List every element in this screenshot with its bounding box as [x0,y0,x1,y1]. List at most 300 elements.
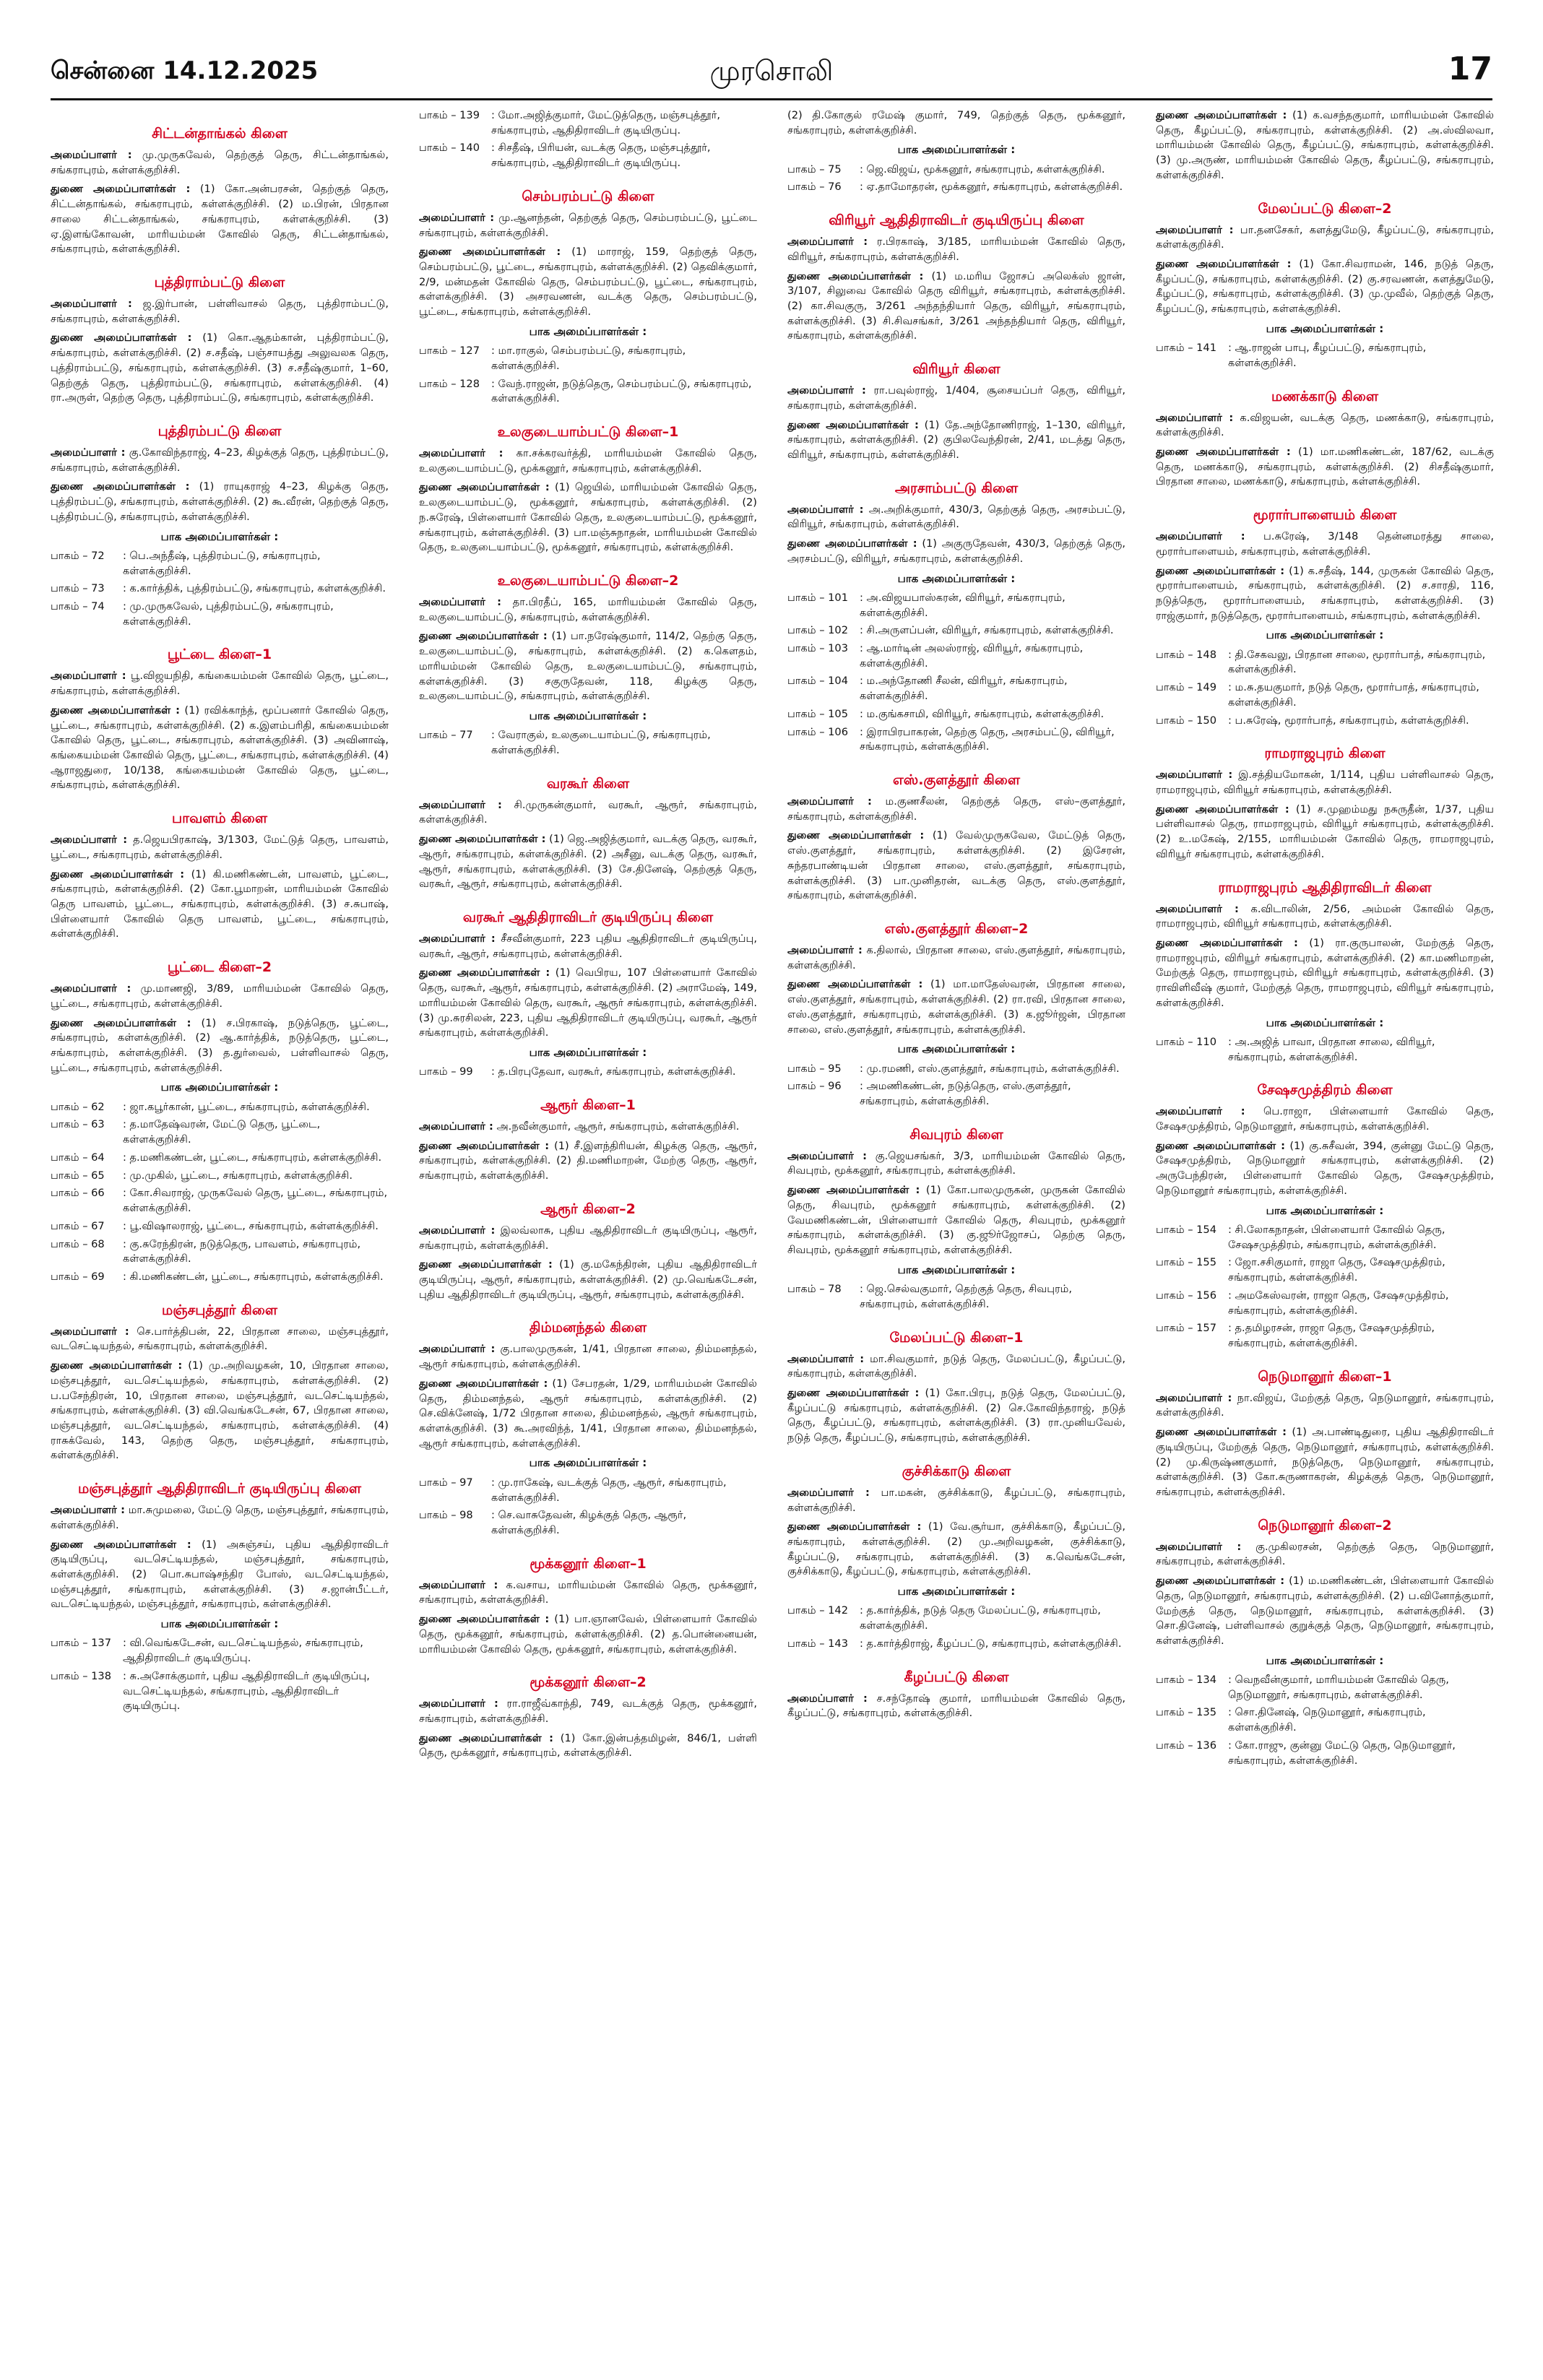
section-row [1156,680,1494,710]
deputy-label: துணை அமைப்பாளர்கள் : [51,480,190,493]
section-organizers-heading: பாக அமைப்பாளர்கள் : [160,1617,279,1631]
section-number: பாகம் – 102 [787,624,848,637]
branch-heading: உலகுடையாம்பட்டு கிளை–2 [497,573,679,589]
entry-text: (1) மாராஜ், 159, தெற்குத் தெரு, செம்பரம்பட்டு, பூட்டை, சங்கராபுரம், கள்ளக்குறிச்சி. (2) தெவிக்குமார், 2/9, மன்மதன் கோவில் தெரு, செம்பரம்பட்டு, பூட்டை, சங்கராபுரம், கள்ளக்குறிச்சி. (3) அசரவணன், வடக்கு தெரு, செம்பரம்பட்டு, பூட்டை, சங்கராபுரம், கள்ளக்குறிச்சி. [419,246,757,319]
section-organizer: : ஆ.மார்டின் அலஸ்ராஜ், விரியூர், சங்கராபுரம், கள்ளக்குறிச்சி. [860,642,1084,670]
organizer-entry [1156,902,1494,932]
entry-text: மா.சிவகுமார், நடுத் தெரு, மேலப்பட்டு, கீழப்பட்டு, சங்கராபுரம், கள்ளக்குறிச்சி. [787,1352,1125,1380]
section-row [1156,1035,1494,1065]
organizer-entry [787,235,1125,264]
entry-text: மு.ஆனந்தன், தெற்குத் தெரு, செம்பரம்பட்டு, பூட்டை சங்கராபுரம், கள்ளக்குறிச்சி. [419,211,757,239]
organizer-label: அமைப்பாளர் : [787,795,872,808]
section-organizer: : மு.ராகேஷ், வடக்குத் தெரு, ஆரூர், சங்கராபுரம், கள்ளக்குறிச்சி. [491,1476,727,1504]
section-number: பாகம் – 74 [51,600,105,613]
section-row [787,1062,1125,1077]
section-number: பாகம் – 101 [787,591,848,604]
section-row [51,1117,389,1147]
section-organizer: : அமணிகண்டன், நடுத்தெரு, எஸ்.குளத்தூர், சங்கராபுரம், கள்ளக்குறிச்சி. [860,1080,1071,1108]
section-number: பாகம் – 141 [1156,342,1216,355]
section-number: பாகம் – 69 [51,1270,105,1283]
deputy-organizers-entry [787,418,1125,463]
section-organizers-heading: பாக அமைப்பாளர்கள் : [529,1046,647,1060]
section-number: பாகம் – 68 [51,1237,105,1250]
section-row [787,674,1125,704]
branch-heading: மணக்காடு கிளை [1271,388,1378,404]
branch-heading: மஞ்சபுத்தூர் கிளை [162,1302,277,1318]
entry-text: (1) க.வசந்தகுமார், மாரியம்மன் கோவில் தெரு, கீழப்பட்டு, சங்கராபுரம், கள்ளக்குறிச்சி. (2) அ.ஸ்விலவா, மாரியம்மன் கோவில் தெரு, கீழப்பட்டு, சங்கராபுரம், கள்ளக்குறிச்சி. (3) மு.அருண், மாரியம்மன் கோவில் தெரு, கீழப்பட்டு, சங்கராபுரம், கள்ளக்குறிச்சி. [1156,109,1494,181]
entry-text: (1) அகுருதேவன், 430/3, தெற்குத் தெரு, அரசம்பட்டு, விரியூர், சங்கராபுரம், கள்ளக்குறிச்சி. [787,537,1125,565]
organizer-label: அமைப்பாளர் : [419,1578,498,1591]
section-number: பாகம் – 63 [51,1118,105,1131]
section-organizer: : சு.அசோக்குமார், புதிய ஆதிதிராவிடர் குடியிருப்பு, வடசெட்டியந்தல், சங்கராபுரம், ஆதிதிராவிடர் குடியிருப்பு. [123,1669,370,1713]
section-row [787,163,1125,178]
section-row [419,108,757,138]
section-organizer: : ஜோ.சசிகுமார், ராஜா தெரு, சேஷசமுத்திரம், சங்கராபுரம், கள்ளக்குறிச்சி. [1228,1256,1445,1284]
section-organizer: : த.மணிகண்டன், பூட்டை, சங்கராபுரம், கள்ளக்குறிச்சி. [123,1151,382,1164]
entry-text: (1) கி.மணிகண்டன், பாவளம், பூட்டை, சங்கராபுரம், கள்ளக்குறிச்சி. (2) கோ.பூமாறன், மாரியம்மன் கோவில் தெரு பாவளம், பூட்டை, சங்கராபுரம், கள்ளக்குறிச்சி. (3) ச.சுபாஷ், பிள்ளையார் கோவில் தெரு பாவளம், பூட்டை, சங்கராபுரம், கள்ளக்குறிச்சி. [51,867,389,940]
column-3 [787,108,1125,2355]
entry-text: (1) ம.மணிகண்டன், பிள்ளையார் கோவில் தெரு, நெடுமானூர், சங்கராபுரம், கள்ளக்குறிச்சி. (2) ப.வினோத்குமார், மேற்குத் தெரு, நெடுமானூர், சங்கராபுரம், கள்ளக்குறிச்சி. (3) சொ.தினேஷ், பள்ளிவாசல் குறுக்குத் தெரு, நெடுமானூர், சங்கராபுரம், கள்ளக்குறிச்சி. [1156,1575,1494,1647]
section-row [787,725,1125,755]
section-row [1156,1255,1494,1285]
deputy-organizers-entry [419,1612,757,1657]
organizer-label: அமைப்பாளர் : [419,932,496,945]
branch-heading: விரியூர் கிளை [912,361,1000,378]
section-organizer: : க.கார்த்திக், புத்திரம்பட்டு, சங்கராபுரம், கள்ளக்குறிச்சி. [123,582,386,595]
branch-heading: திம்மனந்தல் கிளை [529,1320,647,1336]
branch-heading: எஸ்.குளத்தூர் கிளை [892,772,1020,789]
entry-text: க.திலால், பிரதான சாலை, எஸ்.குளத்தூர், சங்கராபுரம், கள்ளக்குறிச்சி. [787,944,1125,972]
section-row [1156,1223,1494,1252]
section-organizers-heading: பாக அமைப்பாளர்கள் : [897,143,1016,157]
section-number: பாகம் – 148 [1156,648,1216,661]
deputy-label: துணை அமைப்பாளர்கள் : [1156,258,1292,270]
entry-text: (1) க.சதீஷ், 144, முருகன் கோவில் தெரு, மூரார்பாளையம், சங்கராபுரம், கள்ளக்குறிச்சி. (2) ச.சாரதி, 116, நடுத்தெரு, மூரார்பாளையம், சங்கராபுரம், கள்ளக்குறிச்சி. (3) ராஜ்குமார், நடுத்தெரு, மூரார்பாளையம், சங்கராபுரம், கள்ளக்குறிச்சி. [1156,564,1494,622]
section-row [419,728,757,758]
branch-heading: பூட்டை கிளை–1 [167,646,272,663]
branch-heading: ஆரூர் கிளை–1 [540,1097,636,1114]
section-organizer: : அ.அஜித் பாவா, பிரதான சாலை, விரியூர், சங்கராபுரம், கள்ளக்குறிச்சி. [1228,1035,1435,1063]
branch-heading: சிவபுரம் கிளை [909,1126,1003,1143]
organizer-label: அமைப்பாளர் : [787,1149,867,1162]
section-row [51,581,389,597]
deputy-label: துணை அமைப்பாளர்கள் : [1156,1575,1285,1588]
branch-heading: சிட்டன்தாங்கல் கிளை [152,126,288,142]
edition-date: சென்னை 14.12.2025 [51,56,319,85]
section-organizer: : சொ.தினேஷ், நெடுமானூர், சங்கராபுரம், கள்ளக்குறிச்சி. [1228,1706,1426,1734]
section-organizers-heading: பாக அமைப்பாளர்கள் : [529,1456,647,1470]
section-organizer: : ப.சுரேஷ், மூரார்பாத், சங்கராபுரம், கள்ளக்குறிச்சி. [1228,714,1469,727]
organizer-entry [419,798,757,828]
organizer-entry [419,1697,757,1726]
section-row [787,180,1125,195]
section-number: பாகம் – 73 [51,582,105,595]
organizer-entry [51,297,389,326]
organizer-label: அமைப்பாளர் : [1156,411,1234,424]
section-row [1156,1321,1494,1351]
organizer-entry [1156,223,1494,253]
organizer-entry [787,1486,1125,1515]
entry-text: க.விஜயன், வடக்கு தெரு, மணக்காடு, சங்கராபுரம், கள்ளக்குறிச்சி. [1156,411,1494,439]
organizer-label: அமைப்பாளர் : [419,447,503,460]
organizer-entry [787,1692,1125,1721]
organizer-entry [1156,1104,1494,1134]
section-organizer: : மோ.அஜித்குமார், மேட்டுத்தெரு, மஞ்சபுத்தூர், சங்கராபுரம், ஆதிதிராவிடர் குடியிருப்பு. [491,109,721,137]
section-organizer: : பூ.விஷாலராஜ், பூட்டை, சங்கராபுரம், கள்ளக்குறிச்சி. [123,1219,379,1232]
deputy-organizers-entry [1156,564,1494,624]
entry-text: மா.சுமுமலை, மேட்டு தெரு, மஞ்சபுத்தூர், சங்கராபுரம், கள்ளக்குறிச்சி. [51,1504,389,1531]
section-number: பாகம் – 154 [1156,1223,1216,1236]
section-number: பாகம் – 72 [51,549,105,562]
entry-text: (1) ரவிக்காந்த், மூப்பனார் கோவில் தெரு, பூட்டை, சங்கராபுரம், கள்ளக்குறிச்சி. (2) க.இளம்பரிதி, கங்கையம்மன் கோவில் தெரு, பூட்டை, சங்கராபுரம், கள்ளக்குறிச்சி. (3) அவினாஷ், கங்கையம்மன் கோவில் தெரு, பூட்டை, சங்கராபுரம், கள்ளக்குறிச்சி. (4) ஆராஜதுரை, 10/138, கங்கையம்மன் கோவில் தெரு, பூட்டை, சங்கராபுரம், கள்ளக்குறிச்சி. [51,704,389,792]
section-number: பாகம் – 139 [419,109,480,121]
section-organizer: : சி.அருளப்பன், விரியூர், சங்கராபுரம், கள்ளக்குறிச்சி. [860,624,1114,637]
entry-text: ரா.ராஜீவ்காந்தி, 749, வடக்குத் தெரு, மூக்கனூர், சங்கராபுரம், கள்ளக்குறிச்சி. [419,1697,757,1725]
deputy-label: துணை அமைப்பாளர்கள் : [419,1139,550,1152]
deputy-label: துணை அமைப்பாளர்கள் : [1156,109,1287,121]
branch-heading: மேலப்பட்டு கிளை–2 [1258,200,1392,217]
section-row [1156,1739,1494,1768]
section-row [51,1669,389,1714]
branch-heading: ராமராஜபுரம் ஆதிதிராவிடர் கிளை [1218,879,1432,896]
section-organizer: : ம.அந்தோணி சீலன், விரியூர், சங்கராபுரம், கள்ளக்குறிச்சி. [860,675,1068,703]
section-organizers-heading: பாக அமைப்பாளர்கள் : [897,1263,1016,1276]
section-organizers-heading: பாக அமைப்பாளர்கள் : [897,1585,1016,1598]
section-row [787,1079,1125,1109]
organizer-entry [1156,1540,1494,1570]
section-number: பாகம் – 98 [419,1509,473,1522]
entry-text: (1) அ.பாண்டிதுரை, புதிய ஆதிதிராவிடர் குடியிருப்பு, மேற்குத் தெரு, நெடுமானூர், சங்கராபுரம், கள்ளக்குறிச்சி. (2) மு.கிருஷ்ணகுமார், நடுத்தெரு, நெடுமானூர், சங்கராபுரம், கள்ளக்குறிச்சி. (3) கோ.சுருணாகரன், கிழக்குத் தெரு, நெடுமானூர், சங்கராபுரம், கள்ளக்குறிச்சி. [1156,1426,1494,1498]
section-organizer: : மு.முகில், பூட்டை, சங்கராபுரம், கள்ளக்குறிச்சி. [123,1169,353,1182]
masthead-rule [51,98,1492,100]
entry-text: ச.சந்தோஷ் குமார், மாரியம்மன் கோவில் தெரு, கீழப்பட்டு, சங்கராபுரம், கள்ளக்குறிச்சி. [787,1692,1125,1720]
section-organizer: : த.தமிழரசன், ராஜா தெரு, சேஷசமுத்திரம், சங்கராபுரம், கள்ளக்குறிச்சி. [1228,1322,1435,1349]
section-number: பாகம் – 149 [1156,681,1216,694]
deputy-label: துணை அமைப்பாளர்கள் : [419,630,548,643]
section-organizer: : பெ.அந்தீஷ், புத்திரம்பட்டு, சங்கராபுரம், கள்ளக்குறிச்சி. [123,549,321,577]
section-row [1156,714,1494,729]
section-row [787,1282,1125,1312]
organizer-entry [1156,529,1494,559]
continued-text: (2) தி.கோகுல் ரமேஷ் குமார், 749, தெற்குத் தெரு, மூக்கனூர், சங்கராபுரம், கள்ளக்குறிச்சி. [787,109,1125,137]
section-row [1156,341,1494,371]
section-number: பாகம் – 103 [787,642,848,655]
deputy-organizers-entry [51,1016,389,1076]
entry-text: நா.விஜய், மேற்குத் தெரு, நெடுமானூர், சங்கராபுரம், கள்ளக்குறிச்சி. [1156,1391,1494,1419]
deputy-label: துணை அமைப்பாளர்கள் : [787,978,923,991]
section-organizer: : ம.குங்கசாமி, விரியூர், சங்கராபுரம், கள்ளக்குறிச்சி. [860,707,1105,720]
entry-text: (1) தே.அந்தோணிராஜ், 1–130, விரியூர், சங்கராபுரம், கள்ளக்குறிச்சி. (2) குபிலவேந்திரன், 2/41, மடத்து தெரு, விரியூர், சங்கராபுரம், கள்ளக்குறிச்சி. [787,418,1125,462]
deputy-organizers-entry [1156,108,1494,183]
section-organizer: : த.மாதேஷ்வரன், மேட்டு தெரு, பூட்டை, கள்ளக்குறிச்சி. [123,1118,321,1146]
branch-heading: புத்திராம்பட்டு கிளை [154,274,285,290]
section-row [787,591,1125,620]
organizer-entry [787,384,1125,413]
organizer-label: அமைப்பாளர் : [51,1504,125,1517]
branch-heading: உலகுடையாம்பட்டு கிளை–1 [497,424,679,441]
section-row [51,1219,389,1234]
section-row [51,1100,389,1115]
entry-text: (1) கோ.சிவராமன், 146, நடுத் தெரு, கீழப்பட்டு, சங்கராபுரம், கள்ளக்குறிச்சி. (2) கு.சரவணன், களத்துமேடு, கீழப்பட்டு, சங்கராபுரம், கள்ளக்குறிச்சி. (3) மு.முவீல், தெற்குத் தெரு, கீழப்பட்டு, சங்கராபுரம், கள்ளக்குறிச்சி. [1156,258,1494,316]
deputy-label: துணை அமைப்பாளர்கள் : [787,1386,920,1399]
deputy-label: துணை அமைப்பாளர்கள் : [1156,1426,1287,1439]
section-organizer: : த.கார்த்திராஜ், கீழப்பட்டு, சங்கராபுரம், கள்ளக்குறிச்சி. [860,1637,1122,1650]
organizer-label: அமைப்பாளர் : [51,297,132,310]
section-row [51,600,389,629]
organizer-entry [51,1325,389,1354]
branch-heading: மேலப்பட்டு கிளை–1 [889,1329,1024,1346]
organizer-label: அமைப்பாளர் : [787,1486,870,1499]
entry-text: ம.குணசீலன், தெற்குத் தெரு, எஸ்–குளத்தூர், சங்கராபுரம், கள்ளக்குறிச்சி. [787,795,1125,823]
section-row [51,549,389,579]
section-number: பாகம் – 64 [51,1151,105,1164]
deputy-organizers-entry [1156,1139,1494,1199]
deputy-organizers-entry [51,704,389,793]
section-organizers-heading: பாக அமைப்பாளர்கள் : [1266,321,1384,335]
section-row [419,1065,757,1080]
organizer-entry [419,1578,757,1608]
organizer-entry [787,795,1125,824]
entry-text: (1) ஜெ.அஜித்குமார், வடக்கு தெரு, வரகூர், ஆரூர், சங்கராபுரம், கள்ளக்குறிச்சி. (2) அசீனு, வடக்கு தெரு, வரகூர், ஆரூர், சங்கராபுரம், கள்ளக்குறிச்சி. (3) சே.தினேஷ், தெற்குத் தெரு, வரகூர், ஆரூர், சங்கராபுரம், கள்ளக்குறிச்சி. [419,833,757,891]
organizer-entry [419,1224,757,1253]
section-organizer: : செ.வாசுதேவன், கிழக்குத் தெரு, ஆரூர், கள்ளக்குறிச்சி. [491,1509,687,1536]
masthead [51,51,1492,94]
section-row [419,1508,757,1538]
entry-text: (1) கு.சுசீவன், 394, குன்னு மேட்டு தெரு, சேஷசமுத்திரம், நெடுமானூர் சங்கராபுரம், கள்ளக்குறிச்சி. (2) அருபேந்திரன், பிள்ளையார் கோவில் தெரு, சேஷசமுத்திரம், நெடுமானூர் சங்கராபுரம், கள்ளக்குறிச்சி. [1156,1139,1494,1197]
organizer-entry [1156,411,1494,441]
deputy-organizers-entry [1156,257,1494,317]
entry-text: (1) கொ.ஆதம்கான், புத்திராம்பட்டு, சங்கராபுரம், கள்ளக்குறிச்சி. (2) ச.சதீஷ், பஞ்சாயத்து அலுவலக தெரு, புத்திராம்பட்டு, சங்கராபுரம், கள்ளக்குறிச்சி. (3) ச.சதீஷ்குமார், 1–60, தெற்குத் தெரு, புத்திராம்பட்டு, சங்கராபுரம், கள்ளக்குறிச்சி. (4) ரா.அருள், தெற்கு தெரு, புத்திராம்பட்டு, சங்கராபுரம், கள்ளக்குறிச்சி. [51,332,389,404]
section-number: பாகம் – 138 [51,1669,111,1682]
deputy-label: துணை அமைப்பாளர்கள் : [51,1538,191,1551]
branch-heading: கீழப்பட்டு கிளை [904,1669,1009,1685]
section-row [51,1636,389,1666]
deputy-organizers-entry [51,480,389,524]
organizer-entry [419,211,757,241]
organizer-label: அமைப்பாளர் : [1156,1391,1232,1404]
entry-text: அ.அறிக்குமார், 430/3, தெற்குத் தெரு, அரசம்பட்டு, விரியூர், சங்கராபுரம், கள்ளக்குறிச்சி. [787,503,1125,531]
section-row [51,1270,389,1285]
organizer-label: அமைப்பாளர் : [419,211,495,224]
organizer-entry [51,1503,389,1533]
section-organizer: : அமகேஸ்வரன், ராஜா தெரு, சேஷசமுத்திரம், சங்கராபுரம், கள்ளக்குறிச்சி. [1228,1289,1449,1317]
section-row [419,141,757,170]
section-organizer: : வி.வெங்கடேசன், வடசெட்டியந்தல், சங்கராபுரம், ஆதிதிராவிடர் குடியிருப்பு. [123,1637,363,1665]
section-organizer: : ஆ.ராஜன் பாபு, கீழப்பட்டு, சங்கராபுரம், கள்ளக்குறிச்சி. [1228,342,1427,369]
entry-text: ஜ.இர்பான், பள்ளிவாசல் தெரு, புத்திராம்பட்டு, சங்கராபுரம், கள்ளக்குறிச்சி. [51,297,389,325]
entry-text: பூ.விஜயநிதி, கங்கையம்மன் கோவில் தெரு, பூட்டை, சங்கராபுரம், கள்ளக்குறிச்சி. [51,670,389,698]
deputy-label: துணை அமைப்பாளர்கள் : [51,704,180,717]
branch-heading: எஸ்.குளத்தூர் கிளை–2 [884,921,1029,938]
entry-text: பெ.ராஜா, பிள்ளையார் கோவில் தெரு, சேஷசமுத்திரம், நெடுமானூர், சங்கராபுரம், கள்ளக்குறிச்சி. [1156,1105,1494,1133]
deputy-organizers-entry [419,1731,757,1761]
organizer-label: அமைப்பாளர் : [1156,769,1233,782]
entry-text: (1) சீ.இளந்திரியன், கிழக்கு தெரு, ஆரூர், சங்கராபுரம், கள்ளக்குறிச்சி. (2) தி.மணிமாறன், மேற்கு தெரு, ஆரூர், சங்கராபுரம், கள்ளக்குறிச்சி. [419,1139,757,1182]
section-organizer: : த.பிரபுதேவா, வரகூர், சங்கராபுரம், கள்ளக்குறிச்சி. [491,1065,736,1078]
deputy-organizers-entry [1156,445,1494,490]
deputy-organizers-entry [787,1386,1125,1446]
section-number: பாகம் – 143 [787,1637,848,1650]
deputy-organizers-entry [1156,802,1494,862]
deputy-organizers-entry [787,1183,1125,1258]
deputy-label: துணை அமைப்பாளர்கள் : [787,418,919,431]
entry-text: க.வசாய, மாரியம்மன் கோவில் தெரு, மூக்கனூர், சங்கராபுரம், கள்ளக்குறிச்சி. [419,1578,757,1606]
entry-text: கா.சக்கரவர்த்தி, மாரியம்மன் கோவில் தெரு, உலகுடையாம்பட்டு, மூக்கனூர், சங்கராபுரம், கள்ளக்குறிச்சி. [419,447,757,475]
deputy-label: துணை அமைப்பாளர்கள் : [419,246,561,259]
section-organizers-heading: பாக அமைப்பாளர்கள் : [1266,1203,1384,1217]
entry-text: அ.நவீன்குமார், ஆரூர், சங்கராபுரம், கள்ளக்குறிச்சி. [496,1120,740,1133]
entry-text: ப.சுரேஷ், 3/148 தென்னமரத்து சாலை, மூரார்பாளையம், சங்கராபுரம், கள்ளக்குறிச்சி. [1156,530,1494,558]
deputy-label: துணை அமைப்பாளர்கள் : [419,966,550,979]
entry-text: (1) ஜெயில், மாரியம்மன் கோவில் தெரு, உலகுடையாம்பட்டு, மூக்கனூர், சங்கராபுரம், கள்ளக்குறிச்சி. (2) ந.சுரேஷ், பிள்ளையார் கோவில் தெரு, உலகுடையாம்பட்டு, மூக்கனூர், சங்கராபுரம், கள்ளக்குறிச்சி. (3) பா.மஞ்சுநாதன், மாரியம்மன் கோவில் தெரு, உலகுடையாம்பட்டு, மூக்கனூர், சங்கராபுரம், கள்ளக்குறிச்சி. [419,481,757,554]
branch-heading: குச்சிக்காடு கிளை [902,1463,1011,1479]
branch-heading: நெடுமானூர் கிளை–1 [1258,1368,1392,1385]
section-organizer: : மு.முருகவேல், புத்திரம்பட்டு, சங்கராபுரம், கள்ளக்குறிச்சி. [123,600,334,628]
section-organizer: : சிசதீஷ், பிரியன், வடக்கு தெரு, மஞ்சபுத்தூர், சங்கராபுரம், ஆதிதிராவிடர் குடியிருப்பு. [491,142,711,170]
section-organizer: : இராபிரபாகரன், தெற்கு தெரு, அரசம்பட்டு, விரியூர், சங்கராபுரம், கள்ளக்குறிச்சி. [860,725,1115,753]
deputy-organizers-entry [1156,1425,1494,1500]
organizer-label: அமைப்பாளர் : [787,235,868,248]
section-row [787,1637,1125,1652]
organizer-label: அமைப்பாளர் : [1156,223,1234,236]
section-organizer: : ஏ.தாமோதரன், மூக்கனூர், சங்கராபுரம், கள்ளக்குறிச்சி. [860,181,1123,194]
entry-text: (1) கோ.பாலமுருகன், முருகன் கோவில் தெரு, சிவபுரம், மூக்கனூர் சங்கராபுரம், கள்ளக்குறிச்சி. (2) வேமணிகண்டன், பிள்ளையார் கோவில் தெரு, சிவபுரம், மூக்கனூர் சங்கராபுரம், கள்ளக்குறிச்சி. (3) கு.ஜூர்ஜோசப், தெற்கு தெரு, சிவபுரம், மூக்கனூர் சங்கராபுரம், கள்ளக்குறிச்சி. [787,1184,1125,1257]
organizer-entry [419,932,757,961]
organizer-label: அமைப்பாளர் : [787,384,866,397]
entry-text: சி.முருகன்குமார், வரகூர், ஆரூர், சங்கராபுரம், கள்ளக்குறிச்சி. [419,798,757,826]
section-row [419,1476,757,1505]
deputy-organizers-entry [419,1258,757,1302]
deputy-label: துணை அமைப்பாளர்கள் : [419,481,550,494]
section-row [51,1151,389,1166]
entry-text: கு.பாலமுருகன், 1/41, பிரதான சாலை, திம்மனந்தல், ஆரூர் சங்கராபுரம், கள்ளக்குறிச்சி. [419,1343,757,1371]
deputy-label: துணை அமைப்பாளர்கள் : [1156,802,1289,815]
section-number: பாகம் – 135 [1156,1706,1216,1719]
section-number: பாகம் – 106 [787,725,848,738]
entry-text: (1) பா.நரேஷ்குமார், 114/2, தெற்கு தெரு, உலகுடையாம்பட்டு, சங்கராபுரம், கள்ளக்குறிச்சி. (2) க.கௌதம், மாரியம்மன் கோவில் தெரு, உலகுடையாம்பட்டு, சங்கராபுரம், கள்ளக்குறிச்சி. (3) சகுருதேவன், 118, கிழக்கு தெரு, உலகுடையாம்பட்டு, சங்கராபுரம், கள்ளக்குறிச்சி. [419,630,757,703]
page-number: 17 [1448,51,1492,87]
entry-text: செ.பார்த்திபன், 22, பிரதான சாலை, மஞ்சபுத்தூர், வடசெட்டியந்தல், சங்கராபுரம், கள்ளக்குறிச்சி. [51,1325,389,1353]
section-organizer: : கு.சுரேந்திரன், நடுத்தெரு, பாவளம், சங்கராபுரம், கள்ளக்குறிச்சி. [123,1237,361,1265]
entry-text: (1) வெபிரய, 107 பிள்ளையார் கோவில் தெரு, வரகூர், ஆரூர், சங்கராபுரம், கள்ளக்குறிச்சி. (2) அராமேஷ், 149, மாரியம்மன் கோவில் தெரு, வரகூர், ஆரூர் சங்கராபுரம், கள்ளக்குறிச்சி. (3) மு.சுரசிலன், 223, புதிய ஆதிதிராவிடர் குடியிருப்பு, வரகூர், ஆரூர் சங்கராபுரம், கள்ளக்குறிச்சி. [419,966,757,1039]
section-number: பாகம் – 157 [1156,1322,1216,1335]
organizer-label: அமைப்பாளர் : [1156,530,1245,543]
organizer-entry [51,833,389,862]
deputy-organizers-entry [51,1359,389,1463]
section-organizers-heading: பாக அமைப்பாளர்கள் : [897,1042,1016,1056]
entry-text: (1) கோ.இன்பத்தமிழன், 846/1, பள்ளி தெரு, மூக்கனூர், சங்கராபுரம், கள்ளக்குறிச்சி. [419,1731,757,1760]
deputy-organizers-entry [51,1538,389,1613]
deputy-label: துணை அமைப்பாளர்கள் : [787,829,925,842]
section-organizer: : வேந்.ராஜன், நடுத்தெரு, செம்பரம்பட்டு, சங்கராபுரம், கள்ளக்குறிச்சி. [491,377,752,405]
section-row [51,1169,389,1184]
section-row [787,1604,1125,1633]
section-row [51,1237,389,1267]
section-row [787,623,1125,639]
entry-text: கு.ஜெயசங்கர், 3/3, மாரியம்மன் கோவில் தெரு, சிவபுரம், மூக்கனூர், சங்கராபுரம், கள்ளக்குறிச்சி. [787,1149,1125,1177]
organizer-label: அமைப்பாளர் : [51,670,126,683]
organizer-label: அமைப்பாளர் : [1156,1540,1242,1553]
deputy-label: துணை அமைப்பாளர்கள் : [419,1731,553,1744]
deputy-label: துணை அமைப்பாளர்கள் : [419,1258,553,1271]
deputy-label: துணை அமைப்பாளர்கள் : [419,1377,548,1390]
deputy-label: துணை அமைப்பாளர்கள் : [419,1613,550,1626]
section-row [787,707,1125,722]
organizer-entry [51,669,389,698]
deputy-label: துணை அமைப்பாளர்கள் : [1156,937,1298,950]
entry-text: (1) கோ.பிரபு, நடுத் தெரு, மேலப்பட்டு, கீழப்பட்டு சங்கராபுரம், கள்ளக்குறிச்சி. (2) செ.கோவிந்தராஜ், நடுத் தெரு, கீழப்பட்டு, சங்கராபுரம், கள்ளக்குறிச்சி. (3) ரா.முனியவேல், நடுத் தெரு, கீழப்பட்டு, சங்கராபுரம், கள்ளக்குறிச்சி. [787,1386,1125,1445]
entry-text: (1) வேல்முருகவேல, மேட்டுத் தெரு, எஸ்.குளத்தூர், சங்கராபுரம், கள்ளக்குறிச்சி. (2) இசேரன், சுந்தரபாண்டியன் பிரதான சாலை, எஸ்.குளத்தூர், சங்கராபுரம், கள்ளக்குறிச்சி. (3) பா.முனிதரன், வடக்கு தெரு, எஸ்.குளத்தூர், சங்கராபுரம், கள்ளக்குறிச்சி. [787,829,1125,902]
branch-heading: சேஷசமுத்திரம் கிளை [1257,1082,1393,1099]
branch-heading: ராமராஜபுரம் கிளை [1264,745,1386,762]
section-organizers-heading: பாக அமைப்பாளர்கள் : [1266,1016,1384,1029]
organizer-label: அமைப்பாளர் : [51,982,131,995]
section-number: பாகம் – 155 [1156,1256,1216,1269]
section-row [1156,648,1494,678]
entry-text: கு.முகிலரசன், தெற்குத் தெரு, நெடுமானூர், சங்கராபுரம், கள்ளக்குறிச்சி. [1156,1540,1494,1568]
organizer-label: அமைப்பாளர் : [51,834,128,847]
branch-heading: புத்திரம்பட்டு கிளை [157,423,282,439]
organizer-entry [1156,768,1494,797]
organizer-label: அமைப்பாளர் : [787,1692,868,1705]
section-number: பாகம் – 150 [1156,714,1216,727]
organizer-label: அமைப்பாளர் : [419,1697,498,1710]
section-row [51,1186,389,1216]
entry-text: (1) ச.முஹம்மது நசுருதீன், 1/37, புதிய பள்ளிவாசல் தெரு, ராமராஜபுரம், விரியூர் சங்கராபுரம், கள்ளக்குறிச்சி. (2) உ.மகேஷ், 2/155, மாரியம்மன் கோவில் தெரு, ராமராஜபுரம், விரியூர் சங்கராபுரம், கள்ளக்குறிச்சி. [1156,802,1494,860]
section-organizers-heading: பாக அமைப்பாளர்கள் : [529,324,647,338]
section-number: பாகம் – 78 [787,1283,842,1296]
section-number: பாகம் – 110 [1156,1035,1216,1048]
entry-text: இலவ்லாசு, புதிய ஆதிதிராவிடர் குடியிருப்பு, ஆரூர், சங்கராபுரம், கள்ளக்குறிச்சி. [419,1224,757,1252]
deputy-label: துணை அமைப்பாளர்கள் : [51,1359,183,1372]
organizer-label: அமைப்பாளர் : [51,148,132,161]
organizer-label: அமைப்பாளர் : [787,944,863,957]
deputy-organizers-entry [787,1520,1125,1580]
deputy-label: துணை அமைப்பாளர்கள் : [787,269,924,282]
section-number: பாகம் – 156 [1156,1289,1216,1302]
section-number: பாகம் – 128 [419,377,480,390]
section-row [1156,1289,1494,1318]
branch-heading: நெடுமானூர் கிளை–2 [1258,1517,1392,1533]
branch-heading: மூக்கனூர் கிளை–1 [530,1555,647,1572]
entry-text: (1) கு.மகேந்திரன், புதிய ஆதிதிராவிடர் குடியிருப்பு, ஆரூர், சங்கராபுரம், கள்ளக்குறிச்சி. (2) மு.வெங்கடேசன், புதிய ஆதிதிராவிடர் குடியிருப்பு, ஆரூர், சங்கராபுரம், கள்ளக்குறிச்சி. [419,1258,757,1301]
section-organizers-heading: பாக அமைப்பாளர்கள் : [160,1081,279,1094]
organizer-entry [51,148,389,178]
entry-text: (1) கோ.அன்பரசன், தெற்குத் தெரு, சிட்டன்தாங்கல், சங்கராபுரம், கள்ளக்குறிச்சி. (2) ம.பிரன், பிரதான சாலை சிட்டன்தாங்கல், சங்கராபுரம், கள்ளக்குறிச்சி. (3) ஏ.இளங்கோவன், மாரியம்மன் கோவில் தெரு, சிட்டன்தாங்கல், சங்கராபுரம், கள்ளக்குறிச்சி. [51,183,389,256]
section-number: பாகம் – 77 [419,729,473,742]
deputy-label: துணை அமைப்பாளர்கள் : [1156,1139,1285,1152]
article-columns [51,108,1492,2355]
section-organizer: : வெநவீன்குமார், மாரியம்மன் கோவில் தெரு, நெடுமானூர், சங்கராபுரம், கள்ளக்குறிச்சி. [1228,1673,1449,1701]
section-number: பாகம் – 66 [51,1187,105,1200]
branch-heading: மூரார்பாளையம் கிளை [1253,507,1397,524]
organizer-entry [51,446,389,475]
section-organizers-heading: பாக அமைப்பாளர்கள் : [1266,628,1384,642]
organizer-entry [419,595,757,625]
section-organizers-heading: பாக அமைப்பாளர்கள் : [1266,1653,1384,1667]
organizer-label: அமைப்பாளர் : [419,1120,493,1133]
deputy-organizers-entry [1156,1574,1494,1649]
section-number: பாகம் – 99 [419,1065,473,1078]
deputy-organizers-entry [787,977,1125,1037]
section-organizer: : ஜெ.செல்வகுமார், தெற்குத் தெரு, சிவபுரம், சங்கராபுரம், கள்ளக்குறிச்சி. [860,1283,1073,1310]
entry-text: (1) வே.சூர்யா, குச்சிக்காடு, கீழப்பட்டு, சங்கராபுரம், கள்ளக்குறிச்சி. (2) மு.அறிவழகன், குச்சிக்காடு, கீழப்பட்டு, சங்கராபுரம், கள்ளக்குறிச்சி. (3) க.வெங்கடேசன், குச்சிக்காடு, கீழப்பட்டு, சங்கராபுரம், கள்ளக்குறிச்சி. [787,1520,1125,1578]
section-organizer: : கோ.ராஜு, குன்னு மேட்டு தெரு, நெடுமானூர், சங்கராபுரம், கள்ளக்குறிச்சி. [1228,1739,1456,1767]
deputy-label: துணை அமைப்பாளர்கள் : [787,537,917,550]
deputy-organizers-entry [419,966,757,1041]
section-row [1156,1673,1494,1702]
organizer-entry [787,943,1125,973]
